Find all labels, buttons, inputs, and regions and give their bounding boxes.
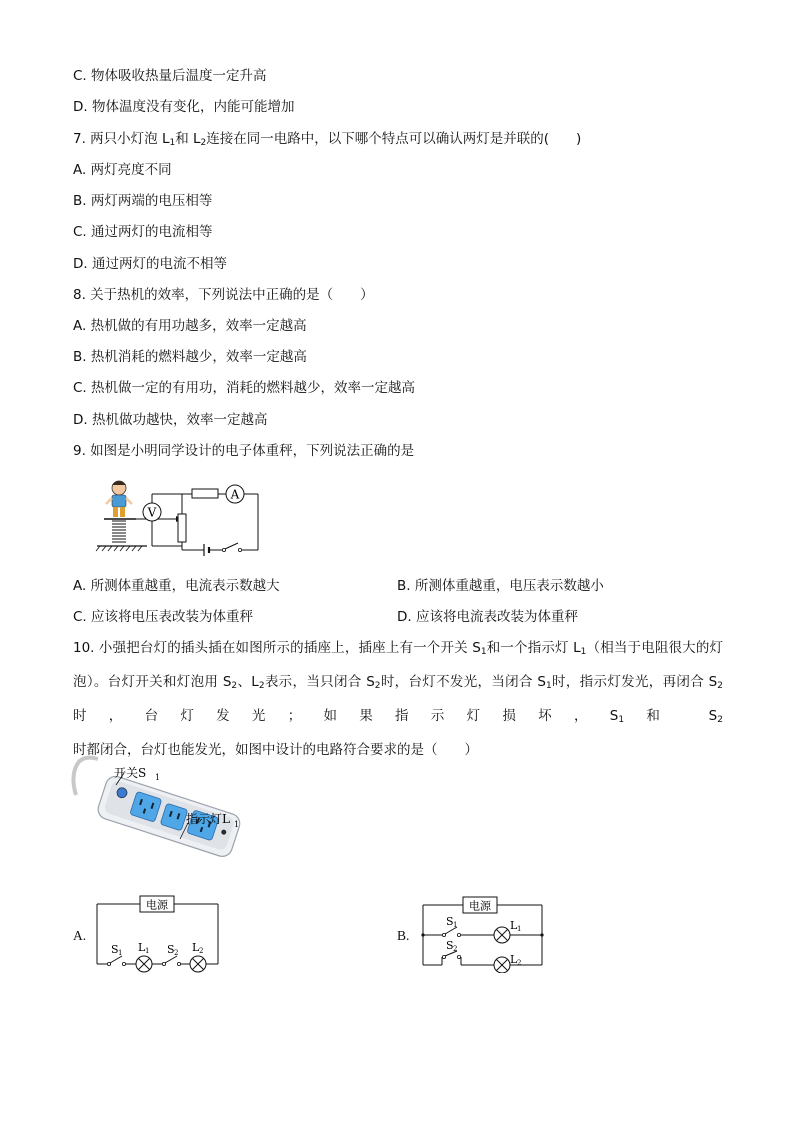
q9-option-d: D. 应该将电流表改装为体重秤 — [397, 609, 578, 625]
q10-option-a-label: A. — [73, 928, 87, 943]
svg-text:1: 1 — [234, 820, 240, 829]
voltmeter-label: V — [147, 505, 157, 520]
q8-stem: 8. 关于热机的效率，下列说法中正确的是（ ） — [73, 287, 374, 303]
svg-text:S: S — [446, 915, 454, 928]
q8-option-c: C. 热机做一定的有用功，消耗的燃料越少，效率一定越高 — [73, 380, 416, 396]
svg-text:1: 1 — [453, 921, 458, 929]
q7-option-a: A. 两灯亮度不同 — [73, 162, 172, 178]
svg-text:1: 1 — [145, 947, 150, 955]
power-strip-figure — [68, 755, 258, 875]
q7-option-c: C. 通过两灯的电流相等 — [73, 224, 213, 240]
q10-stem: 10. 小强把台灯的插头插在如图所示的插座上，插座上有一个开关 $S_1$和一个指示灯 $L_1$（相当于电阻很大的灯泡）。台灯开关和灯泡用 $S_2$、$L_2$表示，当只闭合 $S_2$时，台灯不发光，当闭合 $S_1$时，指示灯发光，再闭合 $S_2$时，台灯发光；如果指示灯损坏，$S_1$和 $S_2$时都闭合，台灯也能发光，如图中设计的电路符合要求的是（ ） — [73, 640, 724, 758]
svg-text:L: L — [138, 941, 146, 954]
svg-text:L: L — [192, 941, 200, 954]
q7-stem: 7. 两只小灯泡 $L_1$和 $L_2$连接在同一电路中，以下哪个特点可以确认两灯是并联的( ) — [73, 131, 582, 148]
switch-label: 开关S — [114, 766, 147, 780]
q9-option-c: C. 应该将电压表改装为体重秤 — [73, 609, 254, 625]
svg-text:1: 1 — [517, 925, 522, 933]
indicator-lamp-label: 指示灯L — [186, 812, 230, 826]
svg-text:2: 2 — [517, 959, 522, 967]
q8-option-b: B. 热机消耗的燃料越少，效率一定越高 — [73, 349, 307, 365]
svg-text:电源: 电源 — [146, 898, 168, 912]
svg-text:L: L — [510, 919, 518, 932]
q9-option-a: A. 所测体重越重，电流表示数越大 — [73, 578, 280, 594]
resistor — [192, 489, 218, 498]
q8-option-a: A. 热机做的有用功越多，效率一定越高 — [73, 318, 307, 334]
svg-text:L: L — [510, 953, 518, 966]
svg-text:1: 1 — [118, 949, 123, 957]
svg-text:2: 2 — [453, 945, 458, 953]
q10-option-b-label: B. — [397, 928, 410, 943]
svg-text:2: 2 — [199, 947, 204, 955]
svg-text:S: S — [446, 939, 454, 952]
q10-circuit-a — [92, 893, 224, 973]
svg-text:S: S — [111, 943, 119, 956]
svg-text:2: 2 — [174, 949, 179, 957]
svg-text:1: 1 — [155, 773, 161, 782]
ammeter-label: A — [230, 487, 240, 502]
q9-stem: 9. 如图是小明同学设计的电子体重秤，下列说法正确的是 — [73, 443, 415, 459]
svg-text:电源: 电源 — [469, 899, 491, 913]
q6-option-c: C. 物体吸收热量后温度一定升高 — [73, 68, 267, 84]
q8-option-d: D. 热机做功越快，效率一定越高 — [73, 412, 268, 428]
q9-option-b: B. 所测体重越重，电压表示数越小 — [397, 578, 604, 594]
q7-option-b: B. 两灯两端的电压相等 — [73, 193, 213, 209]
q7-option-d: D. 通过两灯的电流不相等 — [73, 256, 227, 272]
switch-s2 — [165, 956, 177, 963]
switch-s1 — [110, 956, 122, 963]
q10-circuit-b — [418, 893, 548, 973]
svg-text:S: S — [167, 943, 175, 956]
person-figure — [106, 481, 132, 517]
q6-option-d: D. 物体温度没有变化，内能可能增加 — [73, 99, 295, 115]
q9-scale-circuit-figure — [92, 474, 267, 564]
